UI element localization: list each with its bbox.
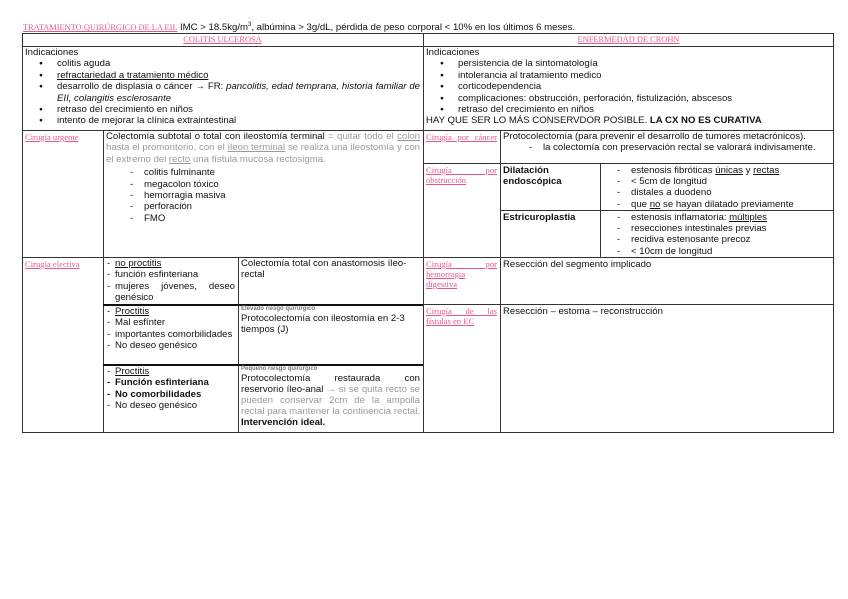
colitis-indication: ● desarrollo de displasia o cáncer → FR: pancolitis, edad temprana, historia familiar de EII, colangitis esclerosante xyxy=(25,81,420,104)
crohn-indications xyxy=(423,46,834,130)
crohn-conservative-note: HAY QUE SER LO MÁS CONSERVDOR POSIBLE. LA CX NO ES CURATIVA xyxy=(426,115,762,127)
fistula-surgery-label: Cirugía de las fístulas en EC xyxy=(426,306,497,326)
fistula-surgery-content: Resección – estoma – reconstrucción xyxy=(503,306,663,317)
cancer-surgery-content: Protocolectomía (para prevenir el desarrollo de tumores metacrónicos). - la colectomía con preservación rectal se valorará indivisamente. xyxy=(500,130,834,155)
crohn-header: ENFERMEDAD DE CROHN xyxy=(577,35,680,44)
urgent-indication: - megacolon tóxico xyxy=(118,179,420,190)
urgent-indication: - perforación xyxy=(118,201,420,212)
crohn-indication: ● corticodependencia xyxy=(426,81,831,92)
risk-low-label: Pequeño riesgo quirúrgico xyxy=(241,366,318,372)
title-label: TRATAMIENTO QUIRÚRGICO DE LA EII. xyxy=(23,23,178,33)
bleeding-surgery-content: Resección del segmento implicado xyxy=(503,259,652,270)
colitis-indication: ● refractariedad a tratamiento médico xyxy=(25,70,420,81)
urgent-surgery-label: Cirugía urgente xyxy=(25,132,79,142)
crohn-indication: ● persistencia de la sintomatología xyxy=(426,58,831,69)
risk-high-label: Elevado riesgo quirúrgico xyxy=(241,306,316,312)
urgent-indication: - colitis fulminante xyxy=(118,167,420,178)
elective-row-2-criteria: - Proctitis - Mal esfínter - importantes comorbilidades - No deseo genésico xyxy=(103,305,238,353)
colitis-header: COLITIS ULCEROSA xyxy=(183,35,262,44)
urgent-indication: - FMO xyxy=(118,213,420,224)
colitis-indication: ● retraso del crecimiento en niños xyxy=(25,104,420,115)
crohn-indication: ● complicaciones: obstrucción, perforación, fistulización, abscesos xyxy=(426,93,831,104)
crohn-indication: ● retraso del crecimiento en niños xyxy=(426,104,831,115)
crohn-indications-title: Indicaciones xyxy=(426,47,480,58)
urgent-indication: - hemorragia masiva xyxy=(118,190,420,201)
cancer-surgery-label: Cirugía por cáncer xyxy=(426,132,497,142)
colitis-indications-title: Indicaciones xyxy=(25,47,79,58)
elective-row-1-criteria: - no proctitis - función esfinteriana - mujeres jóvenes, deseo genésico xyxy=(103,257,238,305)
urgent-surgery-content: Colectomía subtotal o total con ileostomía terminal = quitar todo el colon hasta el promontorio, con el íleon terminal se realiza una ileostomía y con el extremo del recto una fístula mucosa rectosigma. - colitis fulminante - megacolon tóxico - hemorragia masiva - perforación - FMO xyxy=(103,130,423,257)
elective-row-1-treatment: Colectomía total con anastomosis íleo-rectal xyxy=(241,258,407,281)
colitis-indication: ● colitis aguda xyxy=(25,58,420,69)
stricture-name: Estricuroplastia xyxy=(503,212,576,223)
elective-row-3-criteria: - Proctitis - Función esfinteriana - No comorbilidades - No deseo genésico xyxy=(103,365,238,413)
crohn-indication: ● intolerancia al tratamiento medico xyxy=(426,70,831,81)
dilation-name: Dilatación endoscópica xyxy=(503,165,562,188)
elective-row-3-treatment: Pequeño riesgo quirúrgico Protocolectomía restaurada con reservorio íleo-anal → si se quita recto se pueden conservar 2cm de la ampolla rectal para mantener la continencia rectal. Intervención ideal. xyxy=(241,366,420,428)
colitis-indications xyxy=(22,46,423,130)
elective-surgery-label: Cirugía electiva xyxy=(25,259,80,269)
dilation-criteria: - estenosis fibróticas únicas y rectas - < 5cm de longitud - distales a duodeno - que no se hayan dilatado previamente xyxy=(600,164,834,211)
elective-row-2-treatment: Elevado riesgo quirúrgico Protocolectomía con ileostomía en 2-3 tiempos (J) xyxy=(238,305,423,337)
obstruction-surgery-label: Cirugía por obstrucción xyxy=(426,165,497,185)
document-title xyxy=(23,22,833,33)
colitis-indication: ● intento de mejorar la clínica extraintestinal xyxy=(25,115,420,126)
title-criteria: IMC > $18.5kg/m^3$, albúmina > 3g/dL, pérdida de peso corporal < 10% en los últimos 6 meses. xyxy=(177,22,576,34)
bleeding-surgery-label: Cirugía por hemorragia digestiva xyxy=(426,259,497,289)
stricture-criteria: - estenosis inflamatoria: múltiples - resecciones intestinales previas - recidiva estenosante precoz - < 10cm de longitud xyxy=(600,211,834,258)
